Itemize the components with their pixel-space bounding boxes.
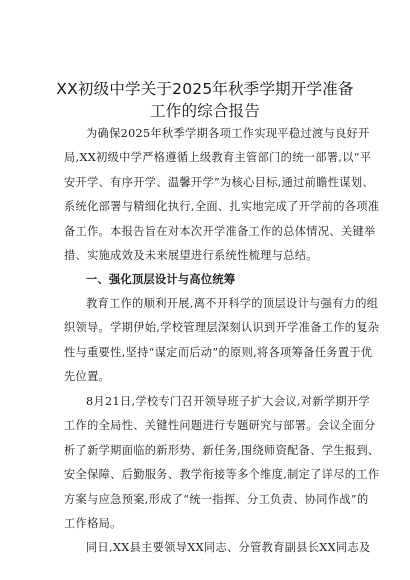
paragraph-line: 为确保2025年秋季学期各项工作实现平稳过渡与良好开 — [86, 127, 370, 140]
paragraph-line: 工作的全局性、关键性问题进行专题研究与部署。会议全面分 — [64, 419, 376, 433]
paragraph-line: 局,XX初级中学严格遵循上级教育主管部门的统一部署,以“平 — [64, 151, 372, 165]
paragraph-line: 系统化部署与精细化执行,全面、扎实地完成了开学前的各项准 — [64, 200, 380, 214]
paragraph-line: 析了新学期面临的新形势、新任务,围绕师资配备、学生报到、 — [64, 443, 380, 457]
paragraph-line: 备工作。本报告旨在对本次开学准备工作的总体情况、关键举 — [64, 224, 376, 238]
paragraph-line: 性与重要性,坚持“谋定而后动”的原则,将各项筹备任务置于优 — [64, 345, 373, 359]
paragraph-line: 8月21日,学校专门召开领导班子扩大会议,对新学期开学 — [86, 395, 371, 408]
paragraph-line: 先位置。 — [64, 370, 111, 384]
paragraph-line: 方案与应急预案,形成了“统一指挥、分工负责、协同作战”的 — [64, 492, 369, 506]
intro-paragraph — [64, 122, 380, 268]
paragraph-line: 安开学、有序开学、温馨开学”为核心目标,通过前瞻性谋划、 — [64, 175, 374, 189]
section1-paragraph-2 — [64, 390, 380, 536]
paragraph-line: 织领导。学期伊始,学校管理层深刻认识到开学准备工作的复杂 — [64, 321, 380, 335]
paragraph-line: 同日,XX县主要领导XX同志、分管教育副县长XX同志及 — [86, 541, 371, 554]
paragraph-line: 安全保障、后勤服务、教学衔接等多个维度,制定了详尽的工作 — [64, 468, 380, 482]
paragraph-line: 教育工作的顺利开展,离不开科学的顶层设计与强有力的组 — [86, 297, 379, 310]
document-title-line-2: 工作的综合报告 — [150, 102, 260, 120]
document-title-line-1: XX初级中学关于2025年秋季学期开学准备 — [56, 80, 354, 98]
paragraph-line: 工作格局。 — [64, 516, 122, 530]
paragraph-line: 措、实施成效及未来展望进行系统性梳理与总结。 — [64, 248, 318, 262]
section1-paragraph-1 — [64, 292, 380, 390]
section-heading: 一、强化顶层设计与高位统筹 — [86, 273, 236, 286]
section1-paragraph-3 — [64, 536, 371, 560]
